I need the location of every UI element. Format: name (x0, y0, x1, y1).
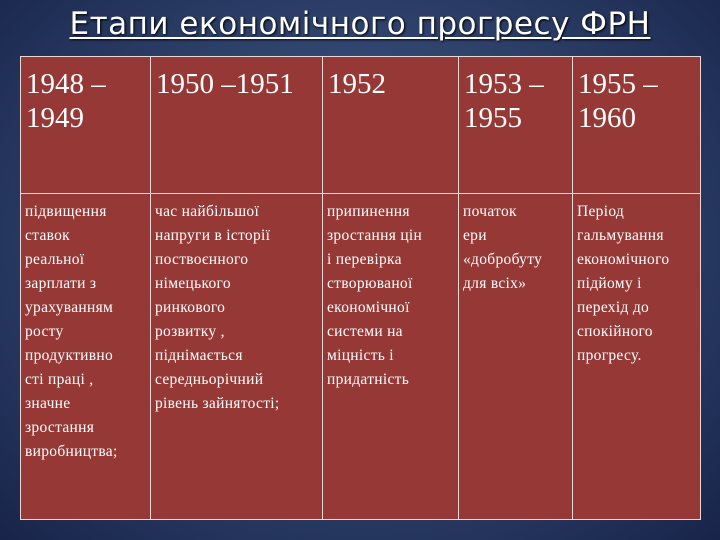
table-header-cell: 1950 –1951 (151, 57, 323, 194)
table-cell: припинення зростання цін і перевірка створюваної економічної системи на міцність і придатність (323, 194, 459, 520)
table-header-cell: 1952 (323, 57, 459, 194)
table-cell: час найбільшої напруги в історії поствоєнного німецького ринкового розвитку , піднімається середньорічний рівень зайнятості; (151, 194, 323, 520)
slide-title: Етапи економічного прогресу ФРН (69, 6, 651, 42)
table-cell: Період гальмування економічного підйому і перехід до спокійного прогресу. (573, 194, 701, 520)
table-cell: підвищення ставок реальної зарплати з урахуванням росту продуктивно сті праці , значне зростання виробництва; (21, 194, 151, 520)
table-row (21, 194, 701, 520)
table-header-cell: 1955 – 1960 (573, 57, 701, 194)
table-cell: початок ери «добробуту для всіх» (459, 194, 573, 520)
table-header-cell: 1948 – 1949 (21, 57, 151, 194)
table-header-row (21, 57, 701, 194)
table-header-cell: 1953 – 1955 (459, 57, 573, 194)
economic-stages-table (20, 56, 701, 520)
